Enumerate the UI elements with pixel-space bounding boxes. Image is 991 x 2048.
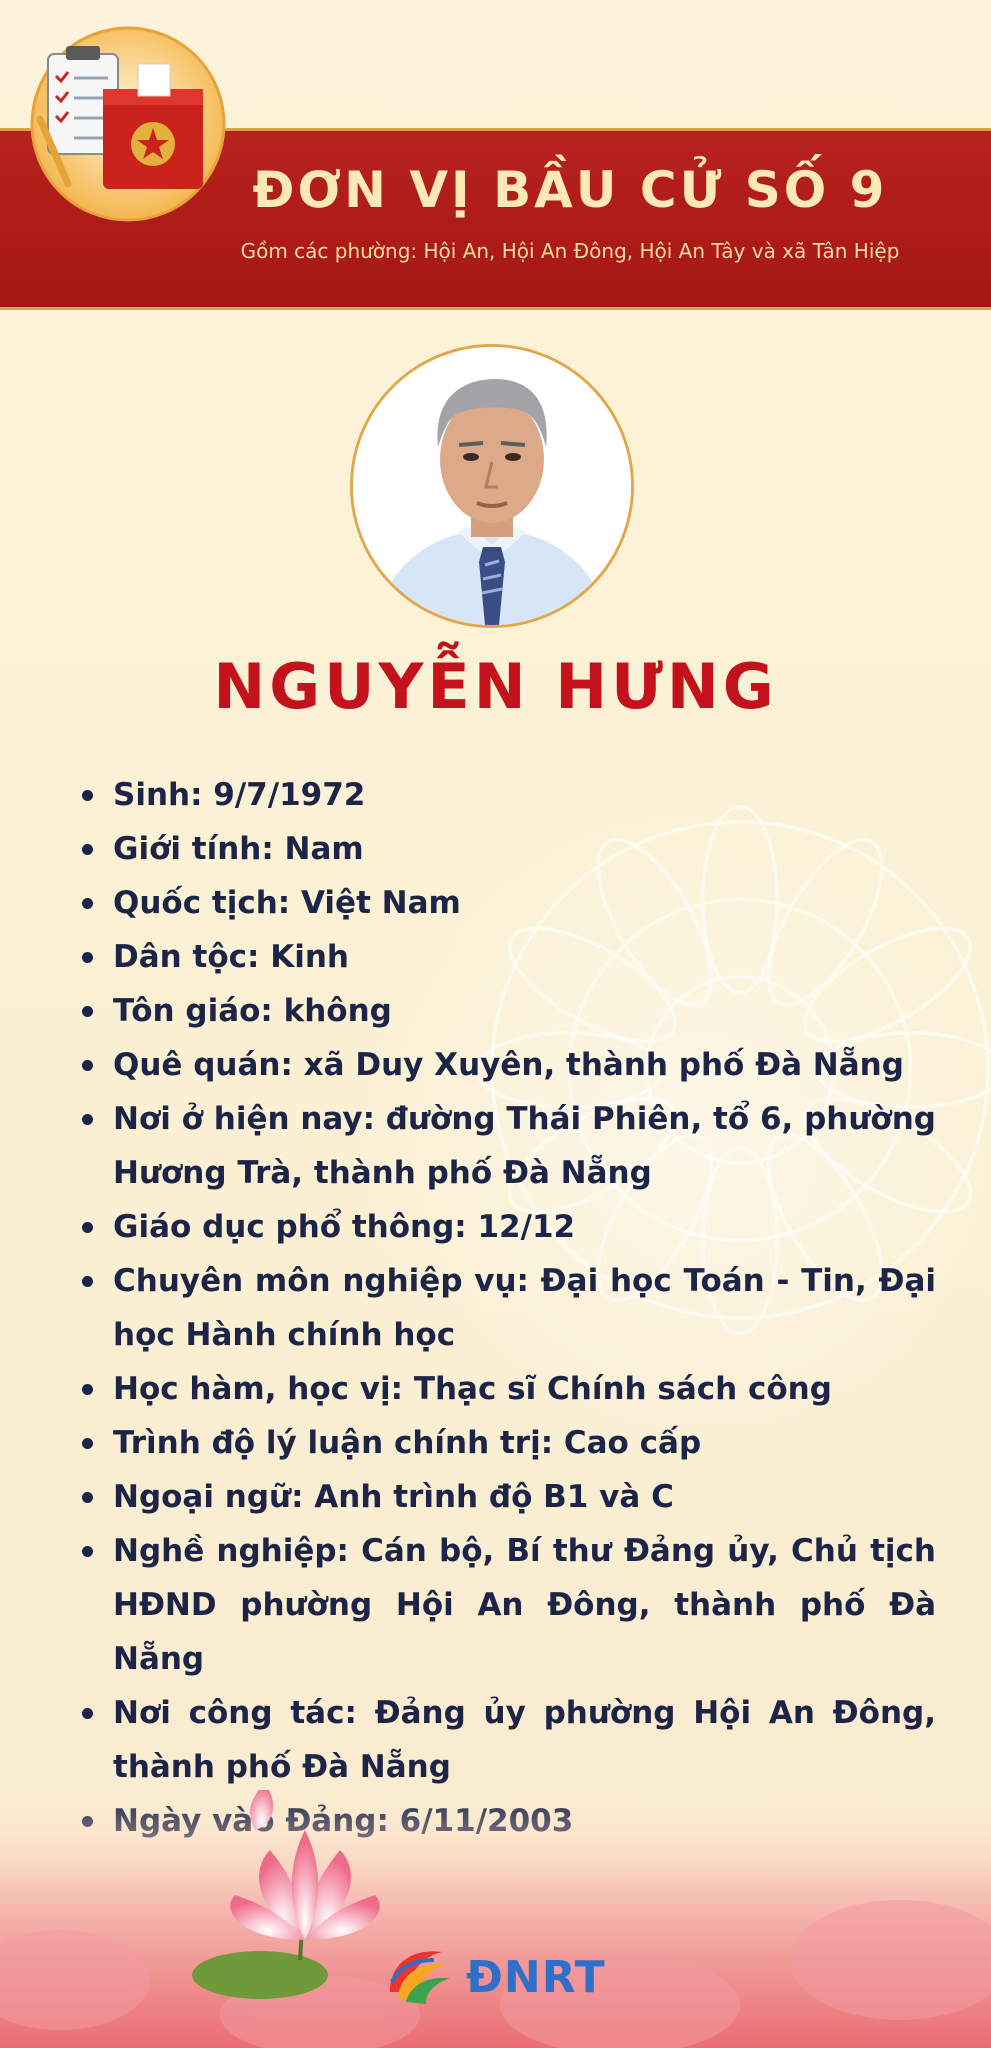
bio-item-workplace: Nơi công tác: Đảng ủy phường Hội An Đông, thành phố Đà Nẵng [78,1686,936,1794]
page-subtitle: Gồm các phường: Hội An, Hội An Đông, Hội An Tây và xã Tân Hiệp [240,239,900,263]
bio-item-birth: Sinh: 9/7/1972 [78,768,936,822]
bullet-icon [82,1060,93,1071]
bullet-icon [82,790,93,801]
bio-item-education: Giáo dục phổ thông: 12/12 [78,1200,936,1254]
bullet-icon [82,1006,93,1017]
candidate-name: NGUYỄN HƯNG [213,650,778,723]
page-title: ĐƠN VỊ BẦU CỬ SỐ 9 [252,161,888,219]
bio-item-residence: Nơi ở hiện nay: đường Thái Phiên, tổ 6, phường Hương Trà, thành phố Đà Nẵng [78,1092,936,1200]
bullet-icon [82,1492,93,1503]
bullet-icon [82,1276,93,1287]
bio-list [78,768,936,1848]
logo-text: ĐNRT [466,1952,606,2003]
bullet-icon [82,844,93,855]
bio-item-occupation: Nghề nghiệp: Cán bộ, Bí thư Đảng ủy, Chủ tịch HĐND phường Hội An Đông, thành phố Đà Nẵng [78,1524,936,1686]
bio-item-political-theory: Trình độ lý luận chính trị: Cao cấp [78,1416,936,1470]
bio-item-degree: Học hàm, học vị: Thạc sĩ Chính sách công [78,1362,936,1416]
bullet-icon [82,1114,93,1125]
candidate-portrait [350,344,634,628]
ballot-box-icon [28,24,228,224]
bullet-icon [82,1708,93,1719]
bio-item-ethnicity: Dân tộc: Kinh [78,930,936,984]
bullet-icon [82,1384,93,1395]
bullet-icon [82,1438,93,1449]
dnrt-logo [384,1942,604,2012]
portrait-photo [353,347,631,625]
bullet-icon [82,1546,93,1557]
bio-item-languages: Ngoại ngữ: Anh trình độ B1 và C [78,1470,936,1524]
bio-item-specialty: Chuyên môn nghiệp vụ: Đại học Toán - Tin, Đại học Hành chính học [78,1254,936,1362]
bio-item-religion: Tôn giáo: không [78,984,936,1038]
bullet-icon [82,952,93,963]
bullet-icon [82,1222,93,1233]
bio-item-gender: Giới tính: Nam [78,822,936,876]
bio-item-nationality: Quốc tịch: Việt Nam [78,876,936,930]
dnrt-logo-mark-icon [384,1942,454,2006]
bullet-icon [82,898,93,909]
bio-item-hometown: Quê quán: xã Duy Xuyên, thành phố Đà Nẵng [78,1038,936,1092]
